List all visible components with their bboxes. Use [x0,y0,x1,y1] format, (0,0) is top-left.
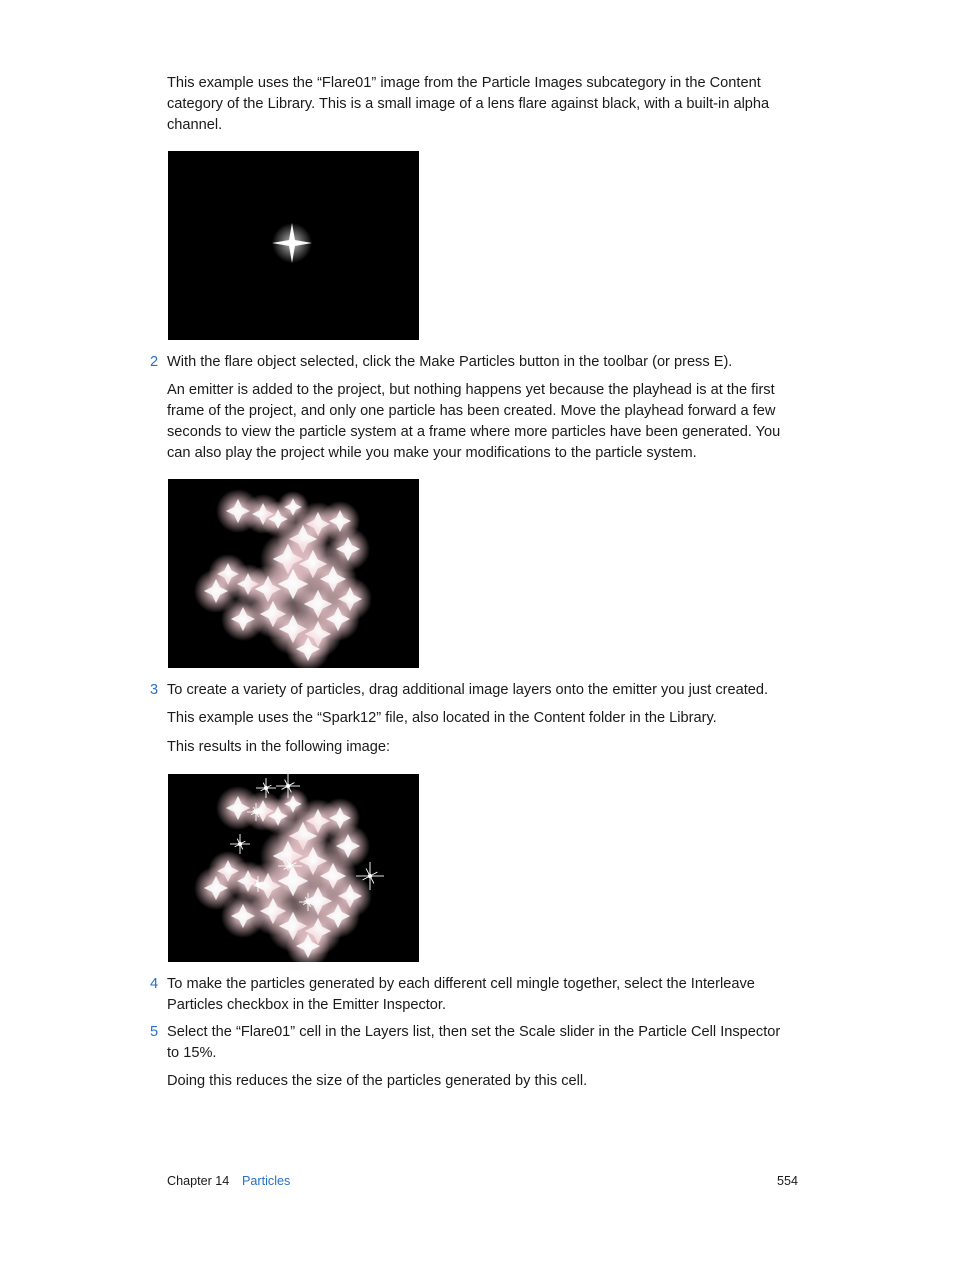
intro-paragraph: This example uses the “Flare01” image from the Particle Images subcategory in the Content category of the Library. This is a small image of a lens flare against black, with a built-in alpha channel. [167,75,770,133]
step-2-number: 2 [150,354,159,370]
flare-figure [168,151,419,340]
step-2-note: An emitter is added to the project, but nothing happens yet because the playhead is at the first frame of the project, and only one particle has been created. Move the playhead forward a few seconds to view the particle system at a frame where more particles have been generated. You can also play the project while you make your modifications to the particle system. [167,382,781,461]
sparks-figure [168,774,419,962]
particles-figure [168,479,419,668]
particles-image [168,479,419,668]
flare-image [168,151,419,340]
step-3-note-1: This example uses the “Spark12” file, also located in the Content folder in the Library. [167,710,717,726]
step-3-number: 3 [150,682,159,698]
step-5-text: Select the “Flare01” cell in the Layers list, then set the Scale slider in the Particle Cell Inspector to 15%. [167,1024,781,1061]
step-3-text: To create a variety of particles, drag additional image layers onto the emitter you just created. [167,682,769,698]
footer-chapter-link[interactable]: Particles [242,1174,291,1188]
step-4-text: To make the particles generated by each different cell mingle together, select the Interleave Particles checkbox in the Emitter Inspector. [167,976,755,1013]
sparks-image [168,774,419,962]
step-2-text: With the flare object selected, click the Make Particles button in the toolbar (or press E). [167,354,733,370]
footer-chapter: Chapter 14 [167,1174,230,1188]
step-5-note: Doing this reduces the size of the particles generated by this cell. [167,1073,588,1089]
page-number: 554 [776,1174,798,1188]
step-5-number: 5 [150,1024,159,1040]
step-4-number: 4 [150,976,159,992]
step-3-note-2: This results in the following image: [167,739,391,755]
